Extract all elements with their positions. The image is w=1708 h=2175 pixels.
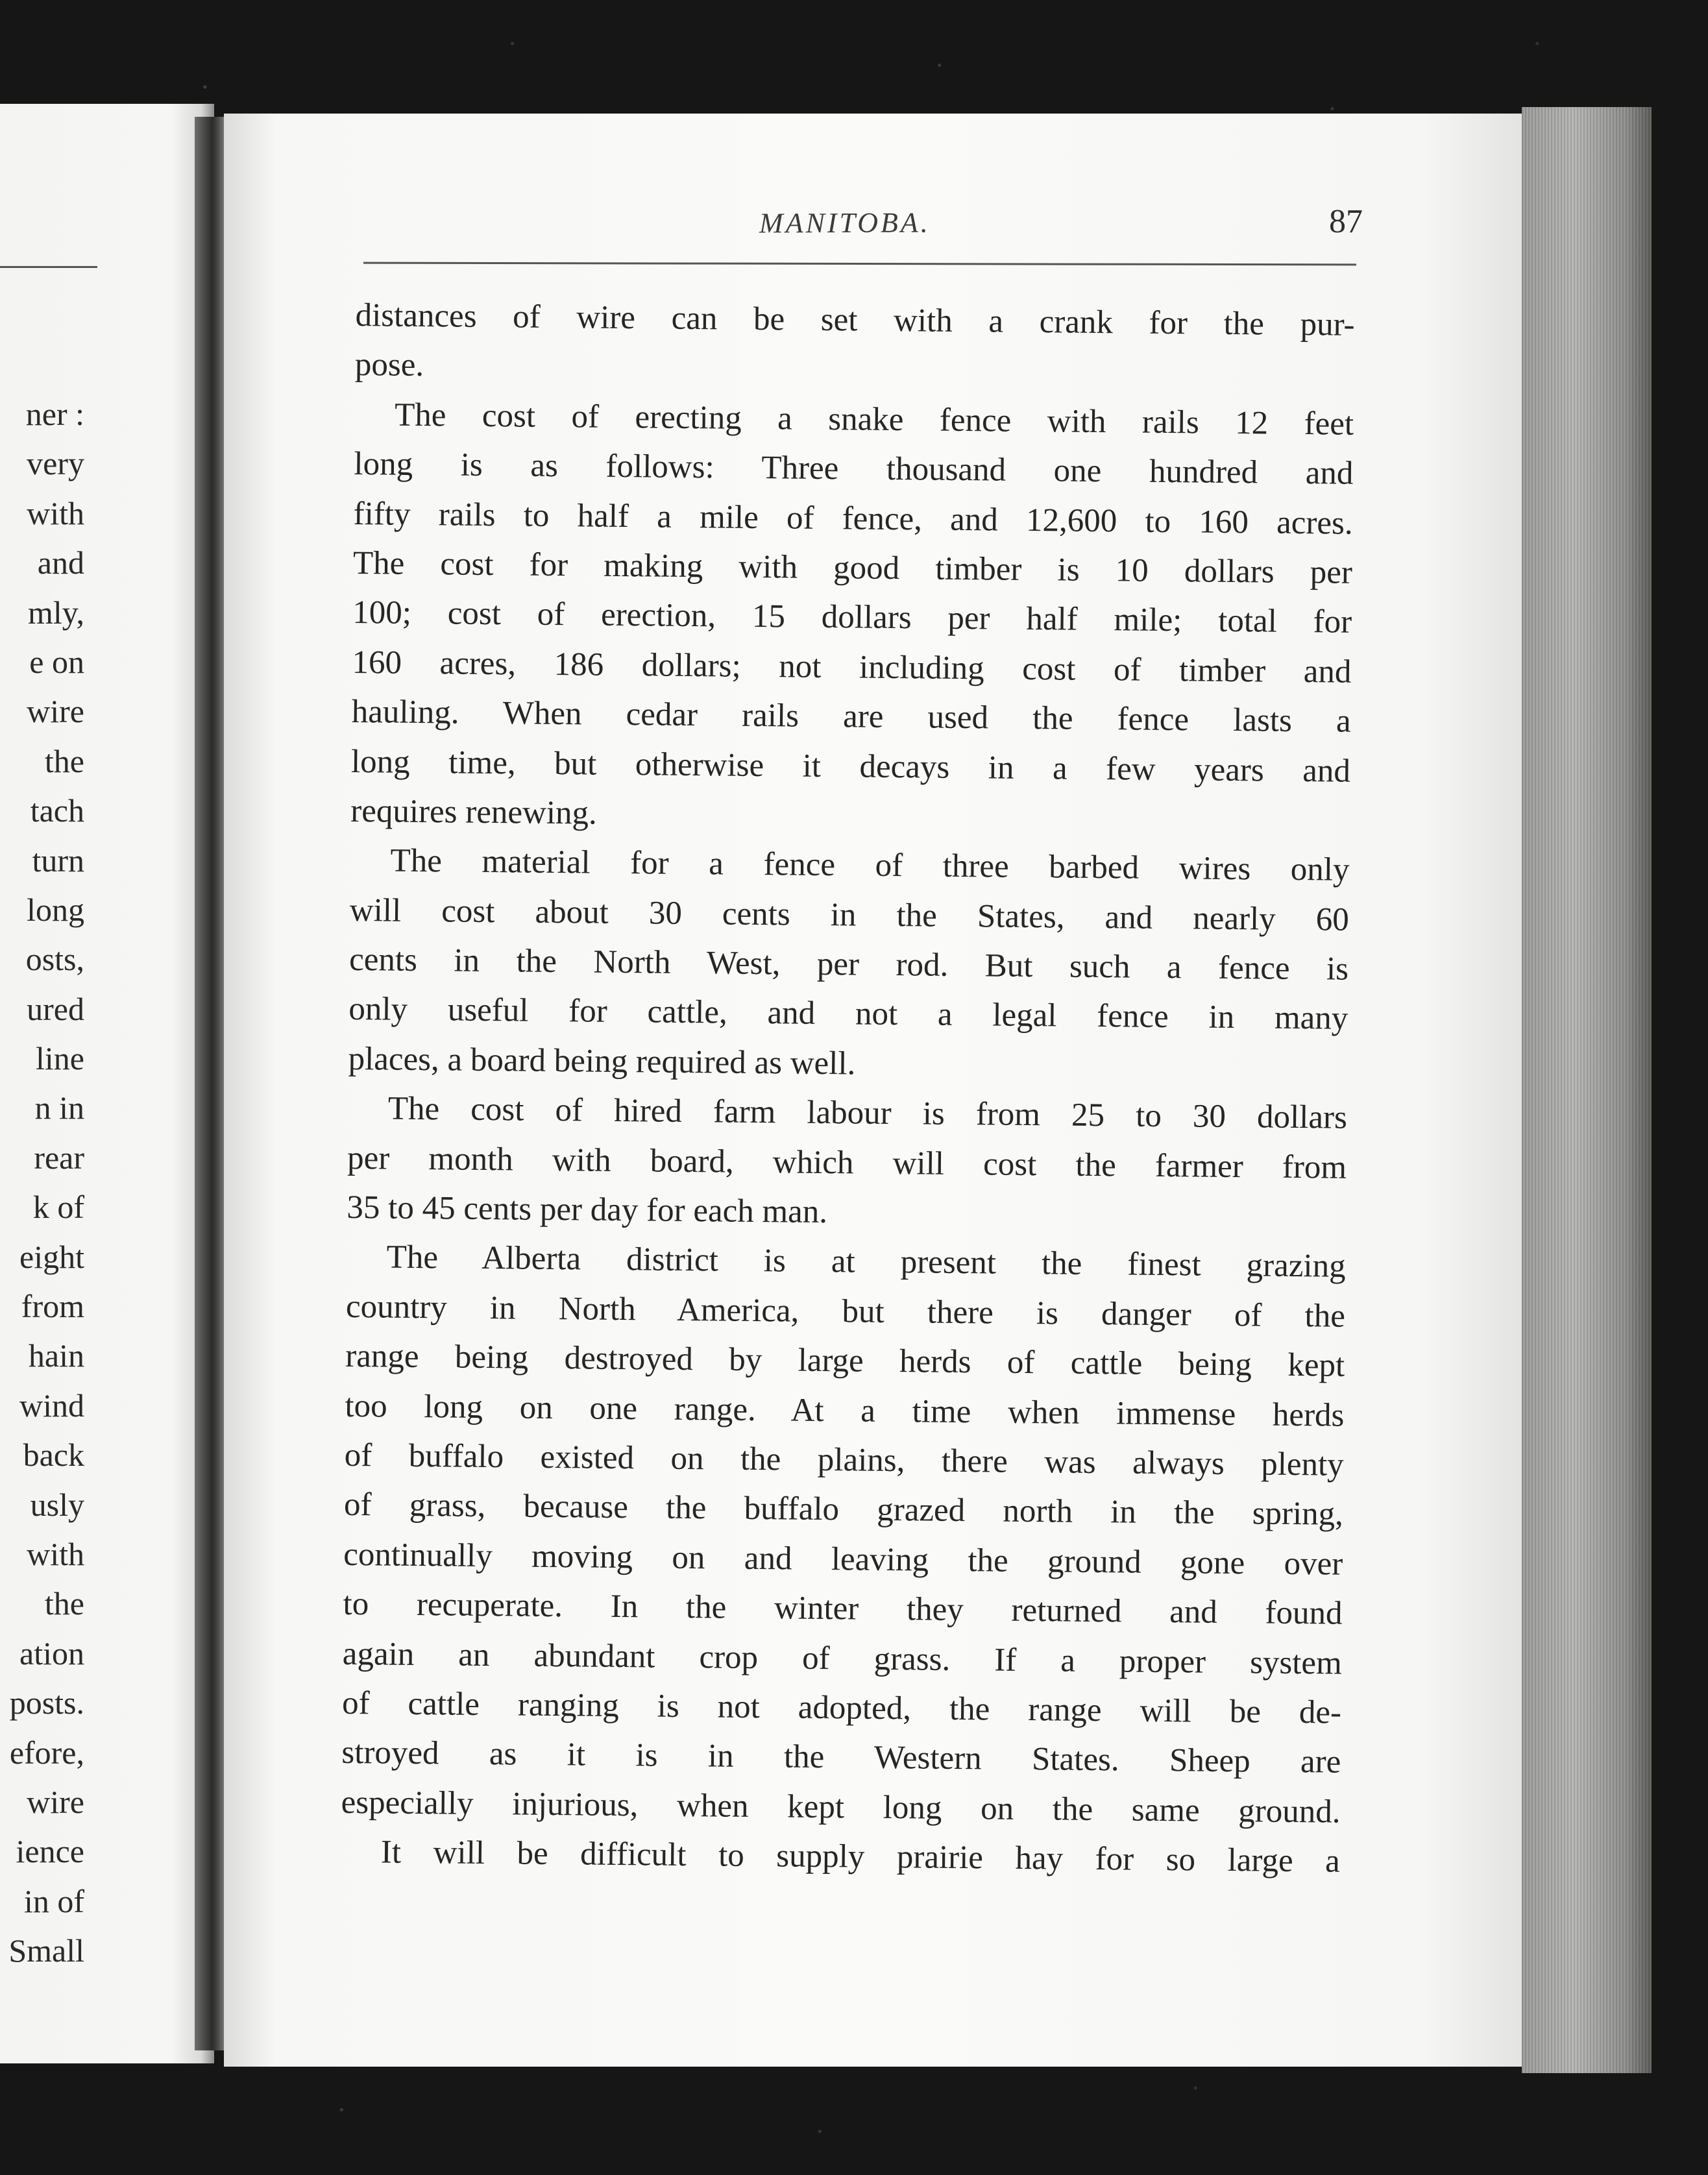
left-page-line-fragment: Small: [8, 1932, 84, 1969]
text-line: too long on one range. At a time when immense herds: [345, 1387, 1345, 1434]
text-line: only useful for cattle, and not a legal fence in many: [348, 991, 1348, 1038]
text-line: distances of wire can be set with a crank for the pur-: [355, 297, 1355, 343]
text-line: 35 to 45 cents per day for each man.: [347, 1189, 828, 1231]
text-line: to recuperate. In the winter they returned and found: [343, 1586, 1343, 1632]
left-page-line-fragment: osts,: [25, 941, 84, 978]
left-page-line-fragment: posts.: [9, 1684, 84, 1721]
text-line: The cost for making with good timber is 10 dollars per: [352, 544, 1353, 591]
page-edges: [1522, 107, 1652, 2073]
text-line: of buffalo existed on the plains, there was always plenty: [344, 1437, 1344, 1483]
left-page-line-fragment: efore,: [9, 1734, 84, 1771]
left-page-line-fragment: from: [21, 1288, 84, 1325]
left-page-line-fragment: hain: [28, 1337, 84, 1374]
text-line: cents in the North West, per rod. But such a fence is: [348, 942, 1349, 988]
running-head: MANITOBA.: [759, 206, 931, 239]
text-line: range being destroyed by large herds of cattle being kept: [345, 1338, 1345, 1384]
text-line: continually moving on and leaving the ground gone over: [343, 1536, 1343, 1583]
left-page-line-fragment: ation: [19, 1634, 84, 1671]
left-page-line-fragment: line: [36, 1040, 84, 1077]
left-page-line-fragment: with: [27, 494, 84, 531]
text-line: hauling. When cedar rails are used the fence lasts a: [351, 694, 1351, 740]
text-line: country in North America, but there is danger of the: [345, 1288, 1346, 1335]
text-line: requires renewing.: [350, 792, 598, 832]
text-line: long time, but otherwise it decays in a few years and: [350, 743, 1351, 790]
text-line: 100; cost of erection, 15 dollars per half mile; total for: [352, 594, 1352, 641]
left-page-line-fragment: back: [23, 1437, 84, 1474]
text-line: stroyed as it is in the Western States. Sheep are: [341, 1734, 1341, 1781]
left-page-line-fragment: wind: [19, 1387, 84, 1424]
text-line: 160 acres, 186 dollars; not including cost of timber and: [352, 644, 1352, 690]
text-line: of cattle ranging is not adopted, the range will be de-: [341, 1684, 1342, 1731]
text-line: long is as follows: Three thousand one hundred and: [354, 446, 1354, 492]
left-page-line-fragment: the: [44, 742, 84, 779]
text-line: pose.: [354, 346, 424, 384]
left-page-line-fragment: ience: [16, 1833, 84, 1870]
text-line: will cost about 30 cents in the States, and nearly 60: [349, 892, 1350, 938]
page-number: 87: [1329, 203, 1363, 240]
text-line: The cost of hired farm labour is from 25 to 30 dollars: [387, 1090, 1348, 1136]
left-page-line-fragment: wire: [27, 1783, 84, 1820]
text-line: places, a board being required as well.: [348, 1040, 856, 1082]
left-page-line-fragment: in of: [23, 1882, 84, 1919]
left-page-line-fragment: wire: [27, 693, 84, 730]
text-line: especially injurious, when kept long on the same ground.: [341, 1784, 1341, 1830]
left-page: [0, 104, 214, 2063]
text-line: It will be difficult to supply prairie hay for so large a: [380, 1834, 1341, 1880]
text-line: per month with board, which will cost the farmer from: [347, 1139, 1347, 1186]
left-page-line-fragment: and: [37, 544, 84, 581]
text-line: again an abundant crop of grass. If a proper system: [342, 1635, 1343, 1682]
left-page-line-fragment: ner :: [25, 396, 84, 432]
left-page-line-fragment: k of: [32, 1189, 84, 1226]
text-line: fifty rails to half a mile of fence, and 12,600 to 160 acres.: [353, 495, 1353, 542]
body-text: [341, 291, 1355, 1886]
left-page-line-fragment: tach: [30, 792, 84, 829]
left-page-line-fragment: n in: [34, 1089, 84, 1126]
left-page-line-fragment: e on: [29, 643, 84, 680]
left-page-header-rule: [0, 266, 97, 268]
text-line: The Alberta district is at present the finest grazing: [386, 1239, 1346, 1285]
left-page-line-fragment: ured: [27, 990, 84, 1027]
text-line: The material for a fence of three barbed wires only: [390, 842, 1350, 889]
left-page-line-fragment: mly,: [27, 594, 84, 631]
left-page-line-fragment: very: [27, 445, 84, 482]
text-line: The cost of erecting a snake fence with rails 12 feet: [394, 396, 1354, 443]
left-page-line-fragment: turn: [32, 842, 84, 879]
left-page-line-fragment: usly: [30, 1486, 84, 1523]
left-page-line-fragment: rear: [34, 1139, 84, 1176]
left-page-line-fragment: with: [27, 1535, 84, 1572]
left-page-line-fragment: long: [27, 891, 84, 928]
left-page-line-fragment: the: [44, 1585, 84, 1622]
left-page-text-fragments: [8, 389, 84, 1976]
left-page-line-fragment: eight: [19, 1238, 84, 1275]
text-line: of grass, because the buffalo grazed north in the spring,: [343, 1487, 1344, 1533]
